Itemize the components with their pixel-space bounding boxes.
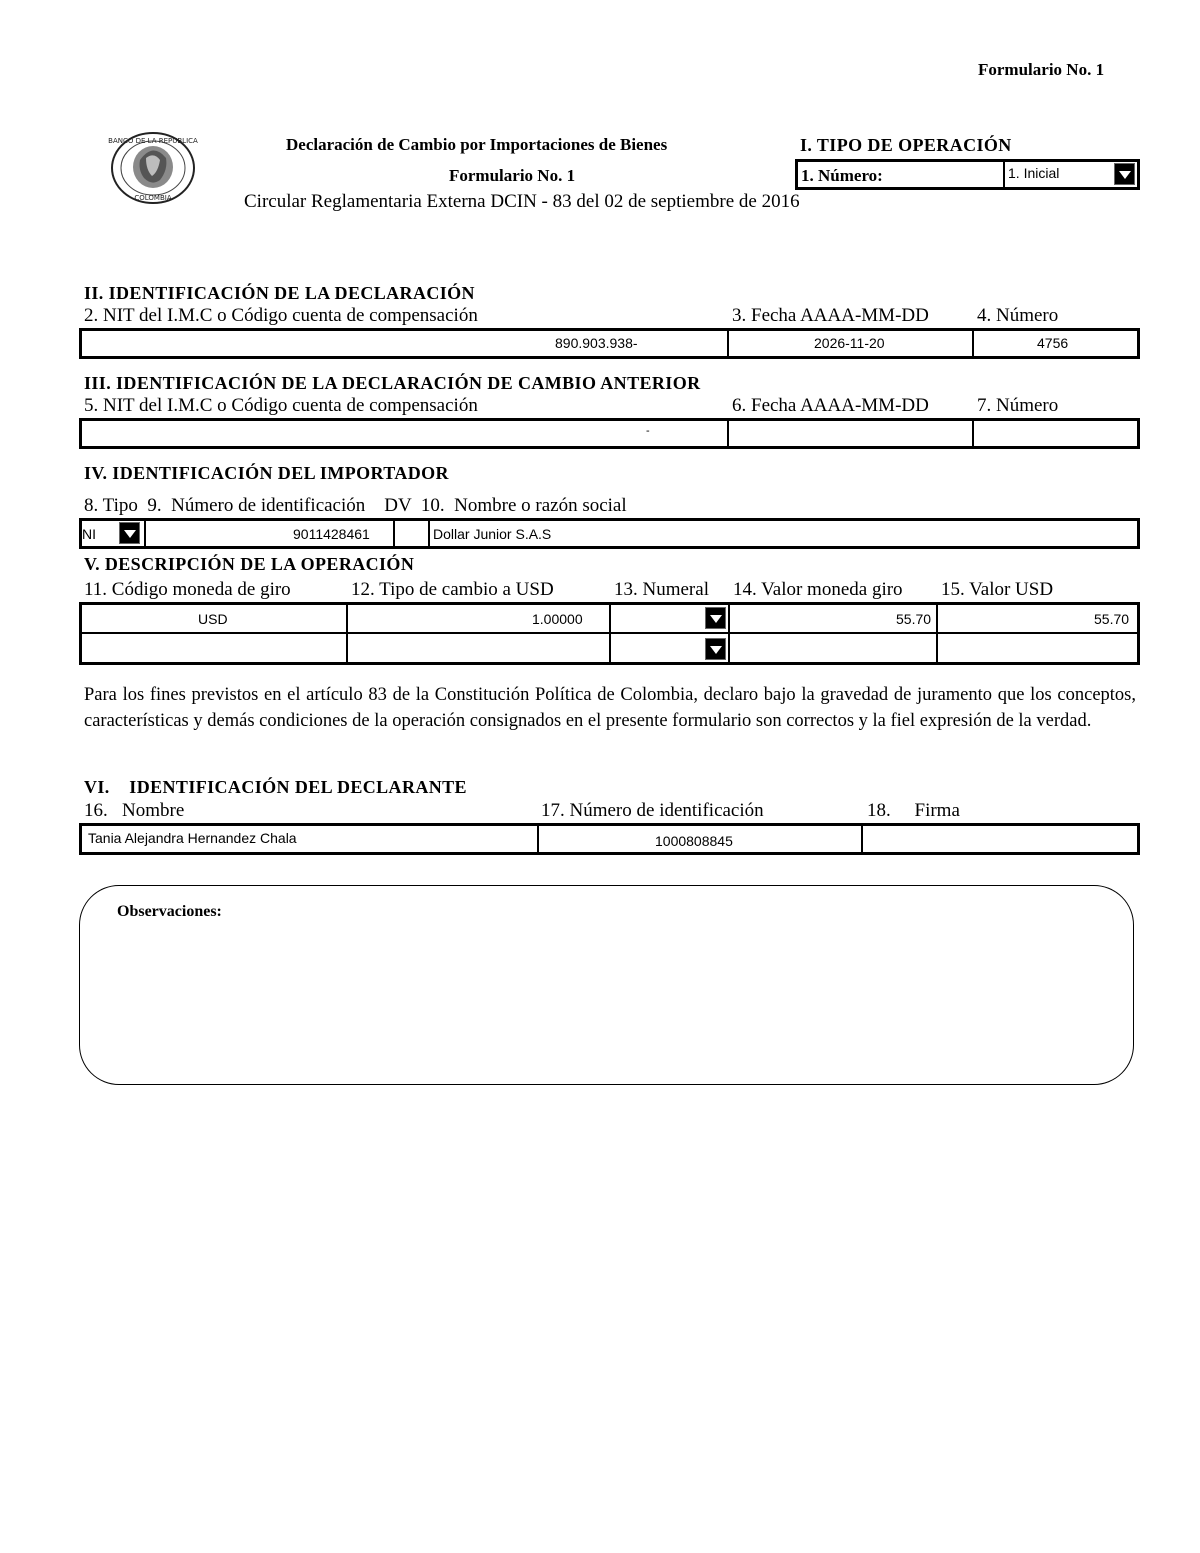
form-title: Declaración de Cambio por Importaciones de Bienes	[286, 135, 668, 154]
divider	[728, 603, 730, 664]
nit-label-prev: 5. NIT del I.M.C o Código cuenta de compensación	[84, 395, 478, 416]
declarante-name-label: 16. Nombre	[84, 800, 185, 821]
importer-row	[79, 518, 1140, 549]
svg-text:BANCO DE LA REPUBLICA: BANCO DE LA REPUBLICA	[108, 137, 198, 145]
svg-text:COLOMBIA: COLOMBIA	[134, 194, 172, 202]
numero-label-prev: 7. Número	[977, 395, 1059, 416]
valor-giro-input[interactable]: 55.70	[896, 611, 932, 627]
operation-type-divider	[1003, 160, 1005, 189]
chevron-down-icon[interactable]	[119, 522, 140, 544]
col-14-label: 14. Valor moneda giro	[733, 579, 903, 600]
divider	[609, 603, 611, 664]
section-1-title: I. TIPO DE OPERACIÓN	[800, 135, 1012, 155]
firma-label: 18. Firma	[867, 800, 960, 821]
fecha-label-prev: 6. Fecha AAAA-MM-DD	[732, 395, 929, 416]
divider	[936, 603, 938, 664]
declaration-paragraph: Para los fines previstos en el artículo 83 de la Constitución Política de Colombia, declaro bajo la gravedad de juramento que los conceptos, características y demás condiciones de la operación consignados en el presente formulario son correctos y la fiel expresión de la verdad.	[84, 685, 1136, 731]
importer-name-input[interactable]: Dollar Junior S.A.S	[433, 526, 552, 542]
divider	[972, 419, 974, 448]
form-subtitle: Formulario No. 1	[449, 166, 576, 185]
declarante-id-label: 17. Número de identificación	[541, 800, 764, 821]
nit-input[interactable]: 890.903.938-	[555, 335, 638, 351]
numero-label-2: 4. Número	[977, 305, 1059, 326]
divider	[727, 419, 729, 448]
numero-label: 1. Número:	[801, 166, 883, 185]
nit-label: 2. NIT del I.M.C o Código cuenta de compensación	[84, 305, 478, 326]
section-4-title: IV. IDENTIFICACIÓN DEL IMPORTADOR	[84, 463, 449, 483]
col-13-label: 13. Numeral	[614, 579, 709, 600]
divider	[972, 329, 974, 358]
declarante-name-input[interactable]: Tania Alejandra Hernandez Chala	[88, 830, 297, 846]
circular-reference: Circular Reglamentaria Externa DCIN - 83 del 02 de septiembre de 2016	[244, 191, 800, 212]
divider	[346, 603, 348, 664]
divider	[727, 329, 729, 358]
fecha-input[interactable]: 2026-11-20	[814, 335, 885, 351]
valor-usd-input[interactable]: 55.70	[1094, 611, 1130, 627]
fecha-label: 3. Fecha AAAA-MM-DD	[732, 305, 929, 326]
tipo-cambio-input[interactable]: 1.00000	[532, 611, 583, 627]
divider	[428, 519, 430, 548]
section-5-title: V. DESCRIPCIÓN DE LA OPERACIÓN	[84, 554, 415, 574]
tipo-select[interactable]: NI	[82, 526, 96, 542]
section-3-title: III. IDENTIFICACIÓN DE LA DECLARACIÓN DE CAMBIO ANTERIOR	[84, 373, 701, 393]
col-15-label: 15. Valor USD	[941, 579, 1054, 600]
chevron-down-icon[interactable]	[705, 638, 726, 660]
form-number-top: Formulario No. 1	[978, 60, 1105, 79]
observaciones-box[interactable]	[79, 885, 1134, 1085]
col-11-label: 11. Código moneda de giro	[84, 579, 291, 600]
numero-input[interactable]: 4756	[1037, 335, 1069, 351]
divider	[861, 824, 863, 854]
divider	[393, 519, 395, 548]
declarante-id-input[interactable]: 1000808845	[655, 833, 733, 849]
operation-type-select[interactable]: 1. Inicial	[1008, 165, 1060, 181]
previous-declaration-row	[79, 418, 1140, 449]
divider	[537, 824, 539, 854]
chevron-down-icon[interactable]	[1114, 163, 1135, 185]
col-12-label: 12. Tipo de cambio a USD	[351, 579, 554, 600]
section-2-title: II. IDENTIFICACIÓN DE LA DECLARACIÓN	[84, 283, 475, 303]
banco-republica-seal-icon	[108, 130, 198, 206]
moneda-input[interactable]: USD	[198, 611, 228, 627]
importer-id-input[interactable]: 9011428461	[293, 526, 370, 542]
chevron-down-icon[interactable]	[705, 607, 726, 629]
observaciones-label: Observaciones:	[117, 903, 222, 920]
importer-labels: 8. Tipo 9. Número de identificación DV 10. Nombre o razón social	[84, 495, 627, 516]
divider	[144, 519, 146, 548]
section-6-title: VI. IDENTIFICACIÓN DEL DECLARANTE	[84, 777, 467, 797]
nit-input-prev[interactable]: -	[646, 425, 650, 437]
